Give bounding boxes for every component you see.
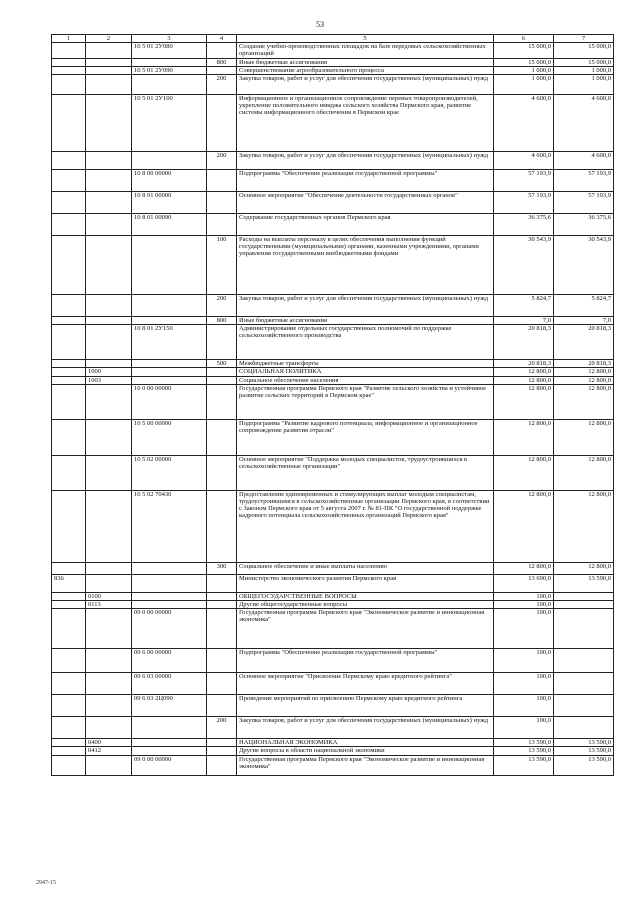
table-row (52, 214, 614, 236)
amount-2016-cell: 12 800,0 (494, 376, 554, 384)
amount-2016-cell: 13 590,0 (494, 747, 554, 755)
section-code-cell (86, 170, 132, 192)
section-code-cell: 1000 (86, 368, 132, 376)
description-cell: Закупка товаров, работ и услуг для обеспечения государственных (муниципальных) нужд (237, 75, 494, 95)
table-row (52, 325, 614, 360)
target-code-cell: 10 8 00 00000 (132, 170, 207, 192)
section-code-cell (86, 152, 132, 170)
admin-code-cell (52, 747, 86, 755)
amount-2017-cell: 12 800,0 (554, 455, 614, 490)
amount-2016-cell: 15 000,0 (494, 43, 554, 58)
section-code-cell (86, 360, 132, 368)
section-code-cell (86, 192, 132, 214)
expense-type-cell: 300 (207, 562, 237, 574)
admin-code-cell (52, 649, 86, 673)
section-code-cell (86, 490, 132, 562)
table-row (52, 295, 614, 317)
target-code-cell (132, 592, 207, 600)
target-code-cell: 09 0 00 00000 (132, 609, 207, 649)
section-code-cell (86, 325, 132, 360)
expense-type-cell: 200 (207, 295, 237, 317)
expense-type-cell: 100 (207, 236, 237, 295)
admin-code-cell (52, 562, 86, 574)
amount-2016-cell: 1 000,0 (494, 75, 554, 95)
table-row (52, 317, 614, 325)
amount-2017-cell: 15 000,0 (554, 43, 614, 58)
amount-2017-cell (554, 601, 614, 609)
description-cell: Основное мероприятие "Присвоение Пермскому краю кредитного рейтинга" (237, 673, 494, 695)
admin-code-cell (52, 360, 86, 368)
admin-code-cell: 836 (52, 574, 86, 592)
amount-2016-cell: 100,0 (494, 592, 554, 600)
target-code-cell: 10 8 01 00000 (132, 192, 207, 214)
table-row (52, 368, 614, 376)
description-cell: Социальное обеспечение населения (237, 376, 494, 384)
target-code-cell: 10 5 01 2У090 (132, 66, 207, 74)
amount-2017-cell: 36 375,6 (554, 214, 614, 236)
table-row (52, 455, 614, 490)
table-row (52, 152, 614, 170)
section-code-cell (86, 295, 132, 317)
admin-code-cell (52, 317, 86, 325)
section-code-cell (86, 214, 132, 236)
expense-type-cell: 200 (207, 717, 237, 739)
section-code-cell (86, 695, 132, 717)
amount-2016-cell: 4 600,0 (494, 152, 554, 170)
table-row (52, 376, 614, 384)
target-code-cell (132, 75, 207, 95)
target-code-cell (132, 360, 207, 368)
description-cell: Основное мероприятие "Поддержка молодых специалистов, трудоустроившихся в сельскохозяйственные организации" (237, 455, 494, 490)
header-cell: 6 (494, 35, 554, 43)
amount-2016-cell: 12 800,0 (494, 384, 554, 419)
target-code-cell: 10 5 01 2У100 (132, 95, 207, 152)
description-cell: Иные бюджетные ассигнования (237, 317, 494, 325)
table-row (52, 574, 614, 592)
expense-type-cell (207, 43, 237, 58)
expense-type-cell (207, 368, 237, 376)
expense-type-cell (207, 747, 237, 755)
description-cell: Подпрограмма "Развитие кадрового потенциала, информационное и организационное сопровождение развития отрасли" (237, 419, 494, 455)
section-code-cell (86, 236, 132, 295)
amount-2017-cell (554, 673, 614, 695)
target-code-cell: 10 5 01 2У080 (132, 43, 207, 58)
amount-2016-cell: 13 590,0 (494, 755, 554, 775)
header-cell: 4 (207, 35, 237, 43)
table-row (52, 592, 614, 600)
expense-type-cell (207, 325, 237, 360)
expense-type-cell (207, 170, 237, 192)
expense-type-cell (207, 649, 237, 673)
admin-code-cell (52, 384, 86, 419)
section-code-cell (86, 95, 132, 152)
admin-code-cell (52, 170, 86, 192)
amount-2017-cell: 13 590,0 (554, 747, 614, 755)
amount-2017-cell: 20 818,3 (554, 325, 614, 360)
description-cell: Подпрограмма "Обеспечение реализации государственной программы" (237, 649, 494, 673)
amount-2016-cell: 57 193,9 (494, 170, 554, 192)
expense-type-cell (207, 739, 237, 747)
section-code-cell: 0412 (86, 747, 132, 755)
amount-2017-cell: 12 800,0 (554, 490, 614, 562)
amount-2016-cell: 4 600,0 (494, 95, 554, 152)
amount-2016-cell: 12 800,0 (494, 419, 554, 455)
admin-code-cell (52, 490, 86, 562)
amount-2017-cell: 12 800,0 (554, 419, 614, 455)
section-code-cell (86, 574, 132, 592)
amount-2017-cell: 13 590,0 (554, 755, 614, 775)
section-code-cell (86, 58, 132, 66)
description-cell: Информационное и организационное сопровождение перевых товаропроизводителей, укрепление положительного имиджа сельского хозяйства Пермского края, развитие системы информационного обеспечения в Пермском крае (237, 95, 494, 152)
admin-code-cell (52, 419, 86, 455)
admin-code-cell (52, 455, 86, 490)
description-cell: СОЦИАЛЬНАЯ ПОЛИТИКА (237, 368, 494, 376)
description-cell: Министерство экономического развития Пермского края (237, 574, 494, 592)
expense-type-cell (207, 384, 237, 419)
section-code-cell (86, 455, 132, 490)
table-row (52, 66, 614, 74)
section-code-cell: 0113 (86, 601, 132, 609)
admin-code-cell (52, 295, 86, 317)
expense-type-cell (207, 455, 237, 490)
target-code-cell (132, 58, 207, 66)
amount-2017-cell (554, 592, 614, 600)
target-code-cell (132, 739, 207, 747)
table-row (52, 601, 614, 609)
expense-type-cell (207, 574, 237, 592)
amount-2016-cell: 5 824,7 (494, 295, 554, 317)
footer-code: 2947-15 (36, 880, 56, 886)
amount-2016-cell: 36 375,6 (494, 214, 554, 236)
header-cell: 2 (86, 35, 132, 43)
description-cell: Государственная программа Пермского края "Развитие сельского хозяйства и устойчивое развитие сельских территорий в Пермском крае" (237, 384, 494, 419)
expense-type-cell (207, 601, 237, 609)
target-code-cell (132, 152, 207, 170)
admin-code-cell (52, 325, 86, 360)
table-row (52, 360, 614, 368)
section-code-cell (86, 317, 132, 325)
target-code-cell: 09 0 00 00000 (132, 755, 207, 775)
section-code-cell (86, 66, 132, 74)
admin-code-cell (52, 236, 86, 295)
admin-code-cell (52, 192, 86, 214)
table-row (52, 95, 614, 152)
section-code-cell (86, 562, 132, 574)
target-code-cell (132, 295, 207, 317)
amount-2017-cell: 13 590,0 (554, 739, 614, 747)
amount-2017-cell (554, 649, 614, 673)
amount-2017-cell: 30 543,9 (554, 236, 614, 295)
section-code-cell: 0100 (86, 592, 132, 600)
amount-2017-cell: 15 000,0 (554, 58, 614, 66)
table-row (52, 43, 614, 58)
amount-2017-cell: 7,0 (554, 317, 614, 325)
description-cell: Содержание государственных органов Пермского края (237, 214, 494, 236)
table-header-row (52, 35, 614, 43)
section-code-cell (86, 75, 132, 95)
amount-2017-cell: 13 590,0 (554, 574, 614, 592)
table-row (52, 695, 614, 717)
description-cell: Государственная программа Пермского края "Экономическое развитие и инновационная экономика" (237, 755, 494, 775)
description-cell: Администрирование отдельных государственных полномочий по поддержке сельскохозяйственного производства (237, 325, 494, 360)
target-code-cell (132, 574, 207, 592)
header-cell: 1 (52, 35, 86, 43)
amount-2016-cell: 30 543,9 (494, 236, 554, 295)
amount-2017-cell: 5 824,7 (554, 295, 614, 317)
table-row (52, 75, 614, 95)
amount-2017-cell: 12 800,0 (554, 368, 614, 376)
admin-code-cell (52, 66, 86, 74)
description-cell: Другие вопросы в области национальной экономики (237, 747, 494, 755)
description-cell: Социальное обеспечение и иные выплаты населению (237, 562, 494, 574)
amount-2017-cell: 4 600,0 (554, 95, 614, 152)
amount-2017-cell: 12 800,0 (554, 376, 614, 384)
header-cell: 7 (554, 35, 614, 43)
amount-2017-cell (554, 609, 614, 649)
target-code-cell: 10 5 02 70430 (132, 490, 207, 562)
admin-code-cell (52, 368, 86, 376)
target-code-cell: 09 6 03 2Ц090 (132, 695, 207, 717)
description-cell: ОБЩЕГОСУДАРСТВЕННЫЕ ВОПРОСЫ (237, 592, 494, 600)
description-cell: Предоставление единовременных и стимулирующих выплат молодым специалистам, трудоустроившимся в сельскохозяйственные организации Пермского края, в соответствии с Законом Пермского края от 5 августа 2007 г. № 81-ПК "О государственной поддержке кадрового потенциала сельскохозяйственных организаций Пермского края" (237, 490, 494, 562)
expense-type-cell (207, 695, 237, 717)
description-cell: Создание учебно-производственных площадок на базе передовых сельскохозяйственных организаций (237, 43, 494, 58)
table-row (52, 717, 614, 739)
amount-2016-cell: 13 590,0 (494, 739, 554, 747)
table-row (52, 673, 614, 695)
expense-type-cell: 200 (207, 152, 237, 170)
amount-2017-cell: 57 193,9 (554, 192, 614, 214)
description-cell: Межбюджетные трансферты (237, 360, 494, 368)
table-row (52, 384, 614, 419)
amount-2017-cell: 1 000,0 (554, 66, 614, 74)
table-row (52, 419, 614, 455)
description-cell: Иные бюджетные ассигнования (237, 58, 494, 66)
amount-2016-cell: 13 690,0 (494, 574, 554, 592)
table-row (52, 58, 614, 66)
expense-type-cell (207, 214, 237, 236)
admin-code-cell (52, 43, 86, 58)
expense-type-cell (207, 376, 237, 384)
section-code-cell (86, 609, 132, 649)
description-cell: Закупка товаров, работ и услуг для обеспечения государственных (муниципальных) нужд (237, 295, 494, 317)
admin-code-cell (52, 673, 86, 695)
target-code-cell (132, 376, 207, 384)
header-cell: 5 (237, 35, 494, 43)
expense-type-cell: 800 (207, 58, 237, 66)
target-code-cell (132, 368, 207, 376)
table-row (52, 490, 614, 562)
description-cell: НАЦИОНАЛЬНАЯ ЭКОНОМИКА (237, 739, 494, 747)
target-code-cell (132, 562, 207, 574)
section-code-cell (86, 717, 132, 739)
admin-code-cell (52, 75, 86, 95)
expense-type-cell: 800 (207, 317, 237, 325)
table-row (52, 747, 614, 755)
amount-2017-cell: 12 800,0 (554, 562, 614, 574)
amount-2016-cell: 20 818,3 (494, 325, 554, 360)
header-cell: 3 (132, 35, 207, 43)
section-code-cell: 0400 (86, 739, 132, 747)
admin-code-cell (52, 695, 86, 717)
admin-code-cell (52, 609, 86, 649)
target-code-cell: 10 8 01 00090 (132, 214, 207, 236)
expense-type-cell (207, 419, 237, 455)
amount-2017-cell: 1 000,0 (554, 75, 614, 95)
description-cell: Расходы на выплаты персоналу в целях обеспечения выполнения функций государственными (муниципальными) органами, казенными учреждениями, органами управления государственными внебюджетными фондами (237, 236, 494, 295)
target-code-cell (132, 236, 207, 295)
admin-code-cell (52, 592, 86, 600)
description-cell: Совершенствование агрообразовательного процесса (237, 66, 494, 74)
admin-code-cell (52, 58, 86, 66)
section-code-cell (86, 419, 132, 455)
amount-2017-cell: 12 800,0 (554, 384, 614, 419)
page-number: 53 (316, 20, 324, 29)
table-row (52, 170, 614, 192)
target-code-cell (132, 317, 207, 325)
target-code-cell (132, 747, 207, 755)
amount-2017-cell (554, 717, 614, 739)
amount-2016-cell: 12 800,0 (494, 368, 554, 376)
section-code-cell (86, 755, 132, 775)
amount-2016-cell: 12 800,0 (494, 490, 554, 562)
admin-code-cell (52, 152, 86, 170)
description-cell: Проведение мероприятий по присвоению Пермскому краю кредитного рейтинга (237, 695, 494, 717)
amount-2016-cell: 100,0 (494, 601, 554, 609)
expense-type-cell (207, 95, 237, 152)
amount-2016-cell: 100,0 (494, 673, 554, 695)
expense-type-cell (207, 66, 237, 74)
section-code-cell (86, 649, 132, 673)
table-row (52, 192, 614, 214)
admin-code-cell (52, 376, 86, 384)
amount-2016-cell: 7,0 (494, 317, 554, 325)
amount-2016-cell: 20 818,3 (494, 360, 554, 368)
admin-code-cell (52, 95, 86, 152)
table-row (52, 739, 614, 747)
expense-type-cell: 500 (207, 360, 237, 368)
expense-type-cell (207, 609, 237, 649)
description-cell: Подпрограмма "Обеспечение реализации государственной программы" (237, 170, 494, 192)
amount-2016-cell: 12 800,0 (494, 455, 554, 490)
target-code-cell: 09 6 00 00000 (132, 649, 207, 673)
table-row (52, 562, 614, 574)
target-code-cell: 10 0 00 00000 (132, 384, 207, 419)
admin-code-cell (52, 755, 86, 775)
admin-code-cell (52, 717, 86, 739)
section-code-cell (86, 43, 132, 58)
amount-2017-cell: 57 193,9 (554, 170, 614, 192)
target-code-cell (132, 601, 207, 609)
table-row (52, 609, 614, 649)
expense-type-cell: 200 (207, 75, 237, 95)
table-row (52, 755, 614, 775)
expense-type-cell (207, 592, 237, 600)
description-cell: Закупка товаров, работ и услуг для обеспечения государственных (муниципальных) нужд (237, 717, 494, 739)
admin-code-cell (52, 214, 86, 236)
expense-type-cell (207, 490, 237, 562)
admin-code-cell (52, 601, 86, 609)
amount-2016-cell: 1 000,0 (494, 66, 554, 74)
description-cell: Другие общегосударственные вопросы (237, 601, 494, 609)
amount-2016-cell: 100,0 (494, 695, 554, 717)
description-cell: Основное мероприятие "Обеспечение деятельности государственных органов" (237, 192, 494, 214)
target-code-cell: 09 6 03 00000 (132, 673, 207, 695)
section-code-cell: 1003 (86, 376, 132, 384)
admin-code-cell (52, 739, 86, 747)
section-code-cell (86, 673, 132, 695)
expense-type-cell (207, 673, 237, 695)
target-code-cell: 10 5 02 00000 (132, 455, 207, 490)
amount-2016-cell: 12 800,0 (494, 562, 554, 574)
amount-2017-cell: 20 818,3 (554, 360, 614, 368)
amount-2017-cell: 4 600,0 (554, 152, 614, 170)
budget-table (51, 34, 614, 776)
amount-2017-cell (554, 695, 614, 717)
target-code-cell (132, 717, 207, 739)
amount-2016-cell: 15 000,0 (494, 58, 554, 66)
amount-2016-cell: 100,0 (494, 717, 554, 739)
target-code-cell: 10 5 00 00000 (132, 419, 207, 455)
expense-type-cell (207, 755, 237, 775)
table-row (52, 236, 614, 295)
section-code-cell (86, 384, 132, 419)
amount-2016-cell: 57 193,9 (494, 192, 554, 214)
amount-2016-cell: 100,0 (494, 649, 554, 673)
target-code-cell: 10 8 01 2У150 (132, 325, 207, 360)
description-cell: Государственная программа Пермского края "Экономическое развитие и инновационная экономика" (237, 609, 494, 649)
table-row (52, 649, 614, 673)
amount-2016-cell: 100,0 (494, 609, 554, 649)
description-cell: Закупка товаров, работ и услуг для обеспечения государственных (муниципальных) нужд (237, 152, 494, 170)
expense-type-cell (207, 192, 237, 214)
